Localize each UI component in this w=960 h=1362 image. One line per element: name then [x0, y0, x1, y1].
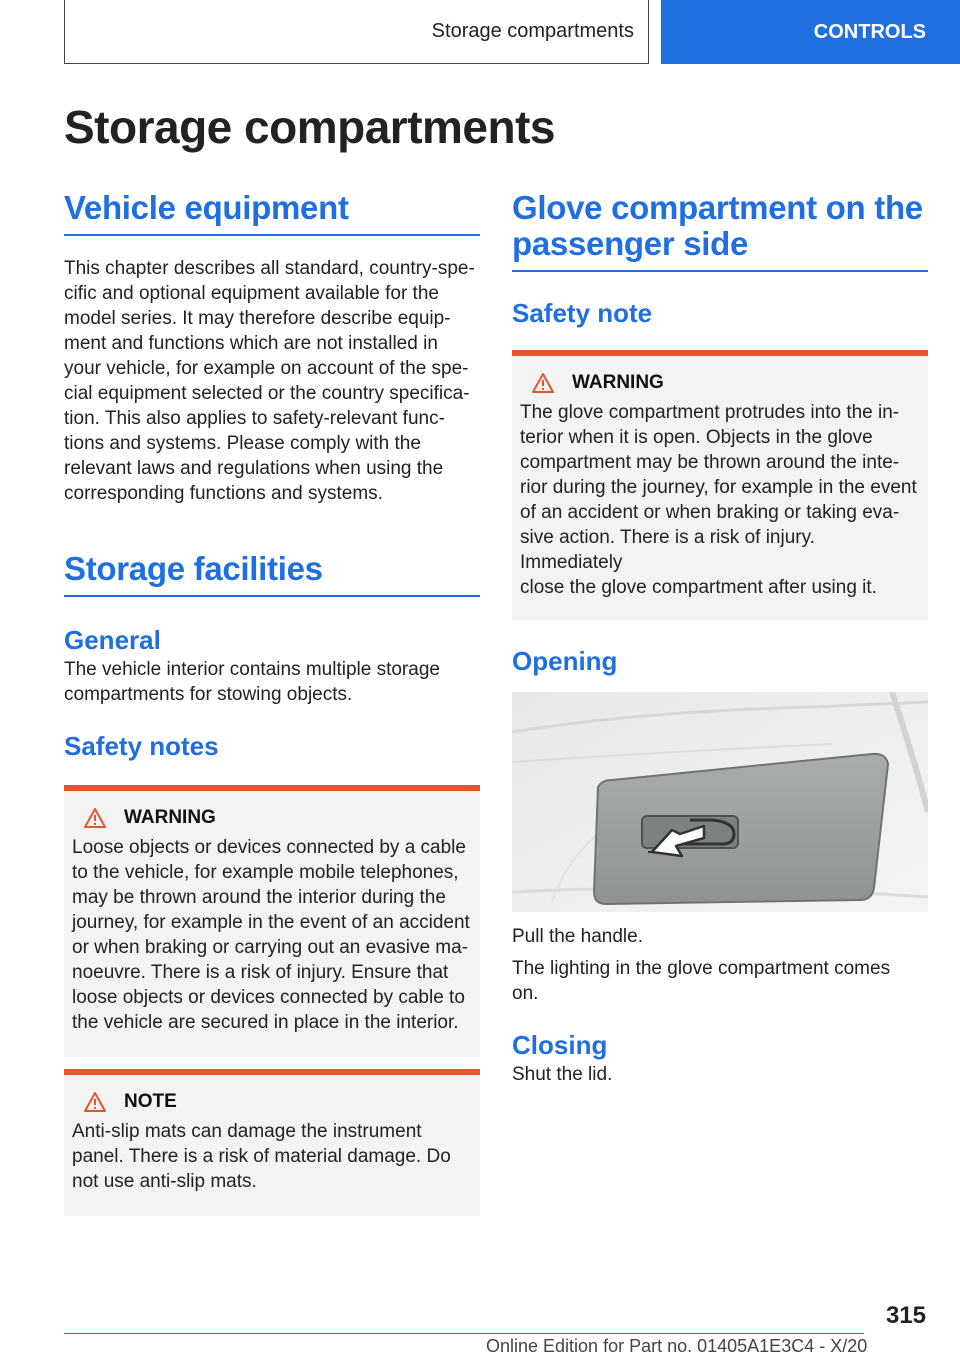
text-line: of an accident or when braking or taking eva-	[520, 502, 900, 523]
text-line: or when braking or carrying out an evasive ma-	[72, 937, 469, 958]
closing-text: Shut the lid.	[512, 1064, 613, 1085]
text-line: compartment may be thrown around the inte-	[520, 452, 900, 473]
page-title: Storage compartments	[64, 101, 556, 153]
text-line: close the glove compartment after using it.	[520, 577, 877, 598]
heading-line: passenger side	[512, 225, 749, 262]
text-line: ment and functions which are not installed in	[64, 333, 438, 354]
header-chapter-tab	[661, 0, 960, 64]
footer-edition: Online Edition for Part no. 01405A1E3C4 - X/20	[486, 1336, 868, 1356]
text-line: The vehicle interior contains multiple storage	[64, 659, 440, 680]
warning-label: WARNING	[124, 807, 216, 828]
general-heading: General	[64, 625, 161, 655]
right-column	[512, 190, 928, 1087]
text-line: loose objects or devices connected by cable to	[72, 987, 465, 1008]
header-section-label: Storage compartments	[431, 20, 634, 42]
text-line: may be thrown around the interior during the	[72, 887, 446, 908]
text-line: The glove compartment protrudes into the in-	[520, 402, 900, 423]
text-line: relevant laws and regulations when using the	[64, 458, 444, 479]
text-line: cial equipment selected or the country specifica-	[64, 383, 470, 404]
note-callout	[64, 1069, 480, 1216]
general-text	[64, 657, 480, 707]
page-number: 315	[885, 1302, 926, 1329]
text-line: tions and systems. Please comply with the	[64, 433, 421, 454]
text-line: not use anti-slip mats.	[72, 1171, 257, 1192]
text-line: on.	[512, 983, 539, 1004]
text-line: rior during the journey, for example in the event	[520, 477, 917, 498]
closing-heading: Closing	[512, 1030, 608, 1060]
warning-triangle-icon	[84, 808, 106, 828]
warning-header	[520, 372, 920, 394]
storage-facilities-heading: Storage facilities	[64, 551, 480, 597]
warning-label: WARNING	[572, 372, 664, 393]
text-line: journey, for example in the event of an accident	[72, 912, 470, 933]
header-chapter-label: CONTROLS	[813, 20, 926, 43]
left-column	[64, 190, 480, 1216]
vehicle-equipment-heading: Vehicle equipment	[64, 190, 480, 236]
text-line: noeuvre. There is a risk of injury. Ensure that	[72, 962, 449, 983]
opening-text-2	[512, 956, 928, 1006]
text-line: tion. This also applies to safety-relevant func-	[64, 408, 445, 429]
opening-heading: Opening	[512, 646, 618, 676]
text-line: Anti-slip mats can damage the instrument	[72, 1121, 422, 1142]
text-line: The lighting in the glove compartment comes	[512, 958, 891, 979]
warning-text	[72, 835, 472, 1035]
note-label: NOTE	[124, 1091, 177, 1112]
text-line: compartments for stowing objects.	[64, 684, 353, 705]
warning-callout	[64, 785, 480, 1057]
text-line: corresponding functions and systems.	[64, 483, 383, 504]
warning-text	[520, 400, 920, 600]
glove-compartment-illustration	[512, 692, 928, 912]
warning-header	[72, 807, 472, 829]
text-line: cific and optional equipment available for the	[64, 283, 439, 304]
safety-note-heading: Safety note	[512, 298, 653, 328]
warning-triangle-icon	[84, 1092, 106, 1112]
text-line: This chapter describes all standard, country-spe-	[64, 258, 475, 279]
text-line: terior when it is open. Objects in the glove	[520, 427, 873, 448]
glove-warning-callout	[512, 350, 928, 620]
text-line: to the vehicle, for example mobile telephones,	[72, 862, 459, 883]
glove-compartment-heading	[512, 190, 928, 272]
safety-notes-heading: Safety notes	[64, 731, 219, 761]
text-line: panel. There is a risk of material damage. Do	[72, 1146, 451, 1167]
text-line: model series. It may therefore describe equip-	[64, 308, 451, 329]
header-section-tab	[64, 0, 649, 64]
heading-line: Glove compartment on the	[512, 189, 923, 226]
vehicle-equipment-text	[64, 256, 480, 506]
footer-divider	[64, 1333, 864, 1334]
note-text	[72, 1119, 472, 1194]
text-line: your vehicle, for example on account of the spe-	[64, 358, 469, 379]
warning-triangle-icon	[532, 373, 554, 393]
note-header	[72, 1091, 472, 1113]
text-line: the vehicle are secured in place in the interior.	[72, 1012, 459, 1033]
text-line: sive action. There is a risk of injury. Immediately	[520, 527, 815, 573]
text-line: Loose objects or devices connected by a cable	[72, 837, 466, 858]
opening-text-1: Pull the handle.	[512, 926, 643, 947]
